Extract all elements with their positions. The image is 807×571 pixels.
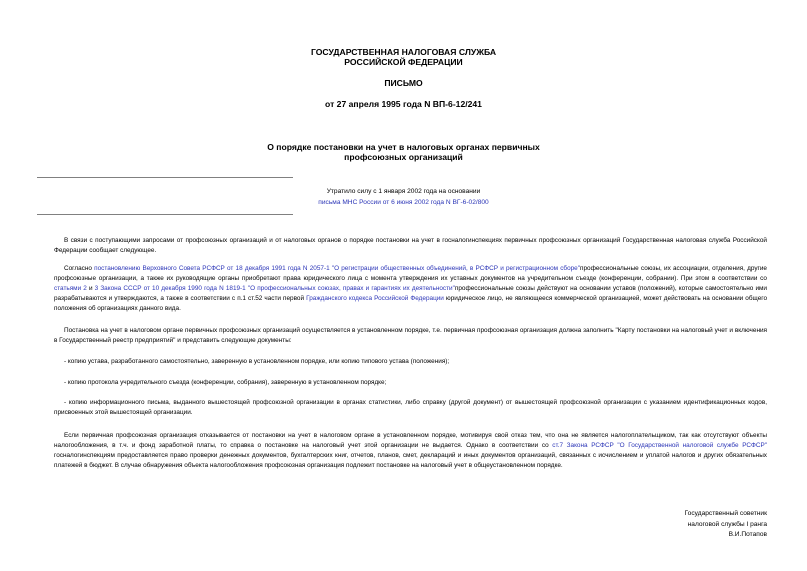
status-note-line2 (0, 198, 807, 208)
paragraph-intro: В связи с поступающими запросами от профсоюзных организаций и от налоговых органов о порядке постановки на учет в госналогинспекциях первичных профсоюзных организаций Государственная налоговая служба Российской Федерации сообщает следующее. (54, 237, 767, 254)
document-type: ПИСЬМО (384, 78, 423, 88)
document-date-number: от 27 апреля 1995 года N ВП-6-12/241 (325, 99, 482, 109)
link-state-tax-service-law[interactable]: ст.7 Закона РСФСР "О Государственной налоговой службе РСФСР" (552, 442, 768, 449)
list-item-info-letter: - копию информационного письма, выданного вышестоящей профсоюзной организации в органах статистики, либо справку (другой документ) от вышестоящей профсоюзной организации с указанием идентификационных кодов, присвоенных этой вышестоящей организации. (54, 399, 767, 416)
p2-text-mid1: профессиональные союзы, их ассоциации, отделения, другие профсоюзные организации, а также их руководящие органы приобретают права юридического лица с момента утверждения их уставных документов на учредительном съезде (конференции, собрании). При этом в соответствии со (54, 265, 767, 282)
document-subject-line1: О порядке постановки на учет в налоговых органах первичных (267, 142, 540, 152)
p2-text-mid2: профессиональные союзы действуют на основании уставов (положений), которые самостоятельно ими разрабатываются и утверждаются, а также в соответствии с п.1 ст.52 части первой (54, 285, 768, 302)
agency-title-line2: РОССИЙСКОЙ ФЕДЕРАЦИИ (344, 57, 463, 67)
divider-bottom (37, 214, 293, 215)
link-ussr-trade-union-law[interactable]: 3 Закона СССР от 10 декабря 1990 года N 1819-1 "О профессиональных союзах, правах и гарантиях их деятельности" (94, 285, 455, 292)
agency-title-line1: ГОСУДАРСТВЕННАЯ НАЛОГОВАЯ СЛУЖБА (310, 47, 497, 57)
document-subject-line2: профсоюзных организаций (344, 152, 463, 162)
p2-text-end: юридическое лицо, не являющееся коммерческой организацией, может действовать на основании общего положения об организациях данного вида. (54, 295, 768, 312)
link-supreme-council-resolution[interactable]: постановлению Верховного Совета РСФСР от 18 декабря 1991 года N 2057-1 "О регистрации общественных объединений, в РСФСР и регистрационном сборе" (94, 265, 581, 272)
link-articles-2[interactable]: статьями 2 (54, 285, 87, 292)
repeal-letter-link[interactable]: письма МНС России от 6 июня 2002 года N ВГ-6-02/800 (318, 199, 489, 206)
status-note-line1: Утратило силу с 1 января 2002 года на основании (326, 188, 481, 195)
list-item-protocol-copy: - копию протокола учредительного съезда (конференции, собрания), заверенную в установленном порядке; (64, 379, 387, 386)
paragraph-refusal (54, 431, 767, 471)
p2-text-and: и (86, 285, 95, 292)
signature-title-line1: Государственный советник (684, 510, 767, 517)
p2-text-start: Согласно (64, 265, 95, 272)
signature-block (685, 509, 767, 541)
p4-text-end: госналогинспекциям предоставляется право проверки денежных документов, бухгалтерских книг, отчетов, планов, смет, деклараций и иных документов организаций, связанных с исчислением и уплатой налогов и других обязательных платежей в бюджет. В случае обнаружения объекта налогообложения профсоюзная организация подлежит постановке на налоговый учет в общеустановленном порядке. (54, 452, 767, 469)
divider-top (37, 177, 293, 178)
paragraph-legal-basis (54, 264, 767, 314)
signature-name: В.И.Потапов (728, 531, 767, 538)
list-item-charter-copy: - копию устава, разработанного самостоятельно, заверенную в установленном порядке, или копию типового устава (положения); (64, 358, 450, 365)
paragraph-registration-procedure: Постановка на учет в налоговом органе первичных профсоюзных организаций осуществляется в установленном порядке, т.е. первичная профсоюзная организация должна заполнить "Карту постановки на налоговый учет и включения в Государственный реестр предприятий" и представить следующие документы: (54, 327, 767, 344)
p4-text-start: Если первичная профсоюзная организация отказывается от постановки на учет в налоговом органе в установленном порядке, мотивируя свой отказ тем, что она не является налогоплательщиком, так как отсутствуют объекты налогообложения, в т.ч. и фонд заработной платы, то справка о постановке на налоговый учет этой организации не выдается. Однако в соответствии со (54, 432, 767, 449)
signature-title-line2: налоговой службы I ранга (687, 520, 767, 528)
link-civil-code[interactable]: Гражданского кодекса Российской Федерации (306, 295, 444, 302)
